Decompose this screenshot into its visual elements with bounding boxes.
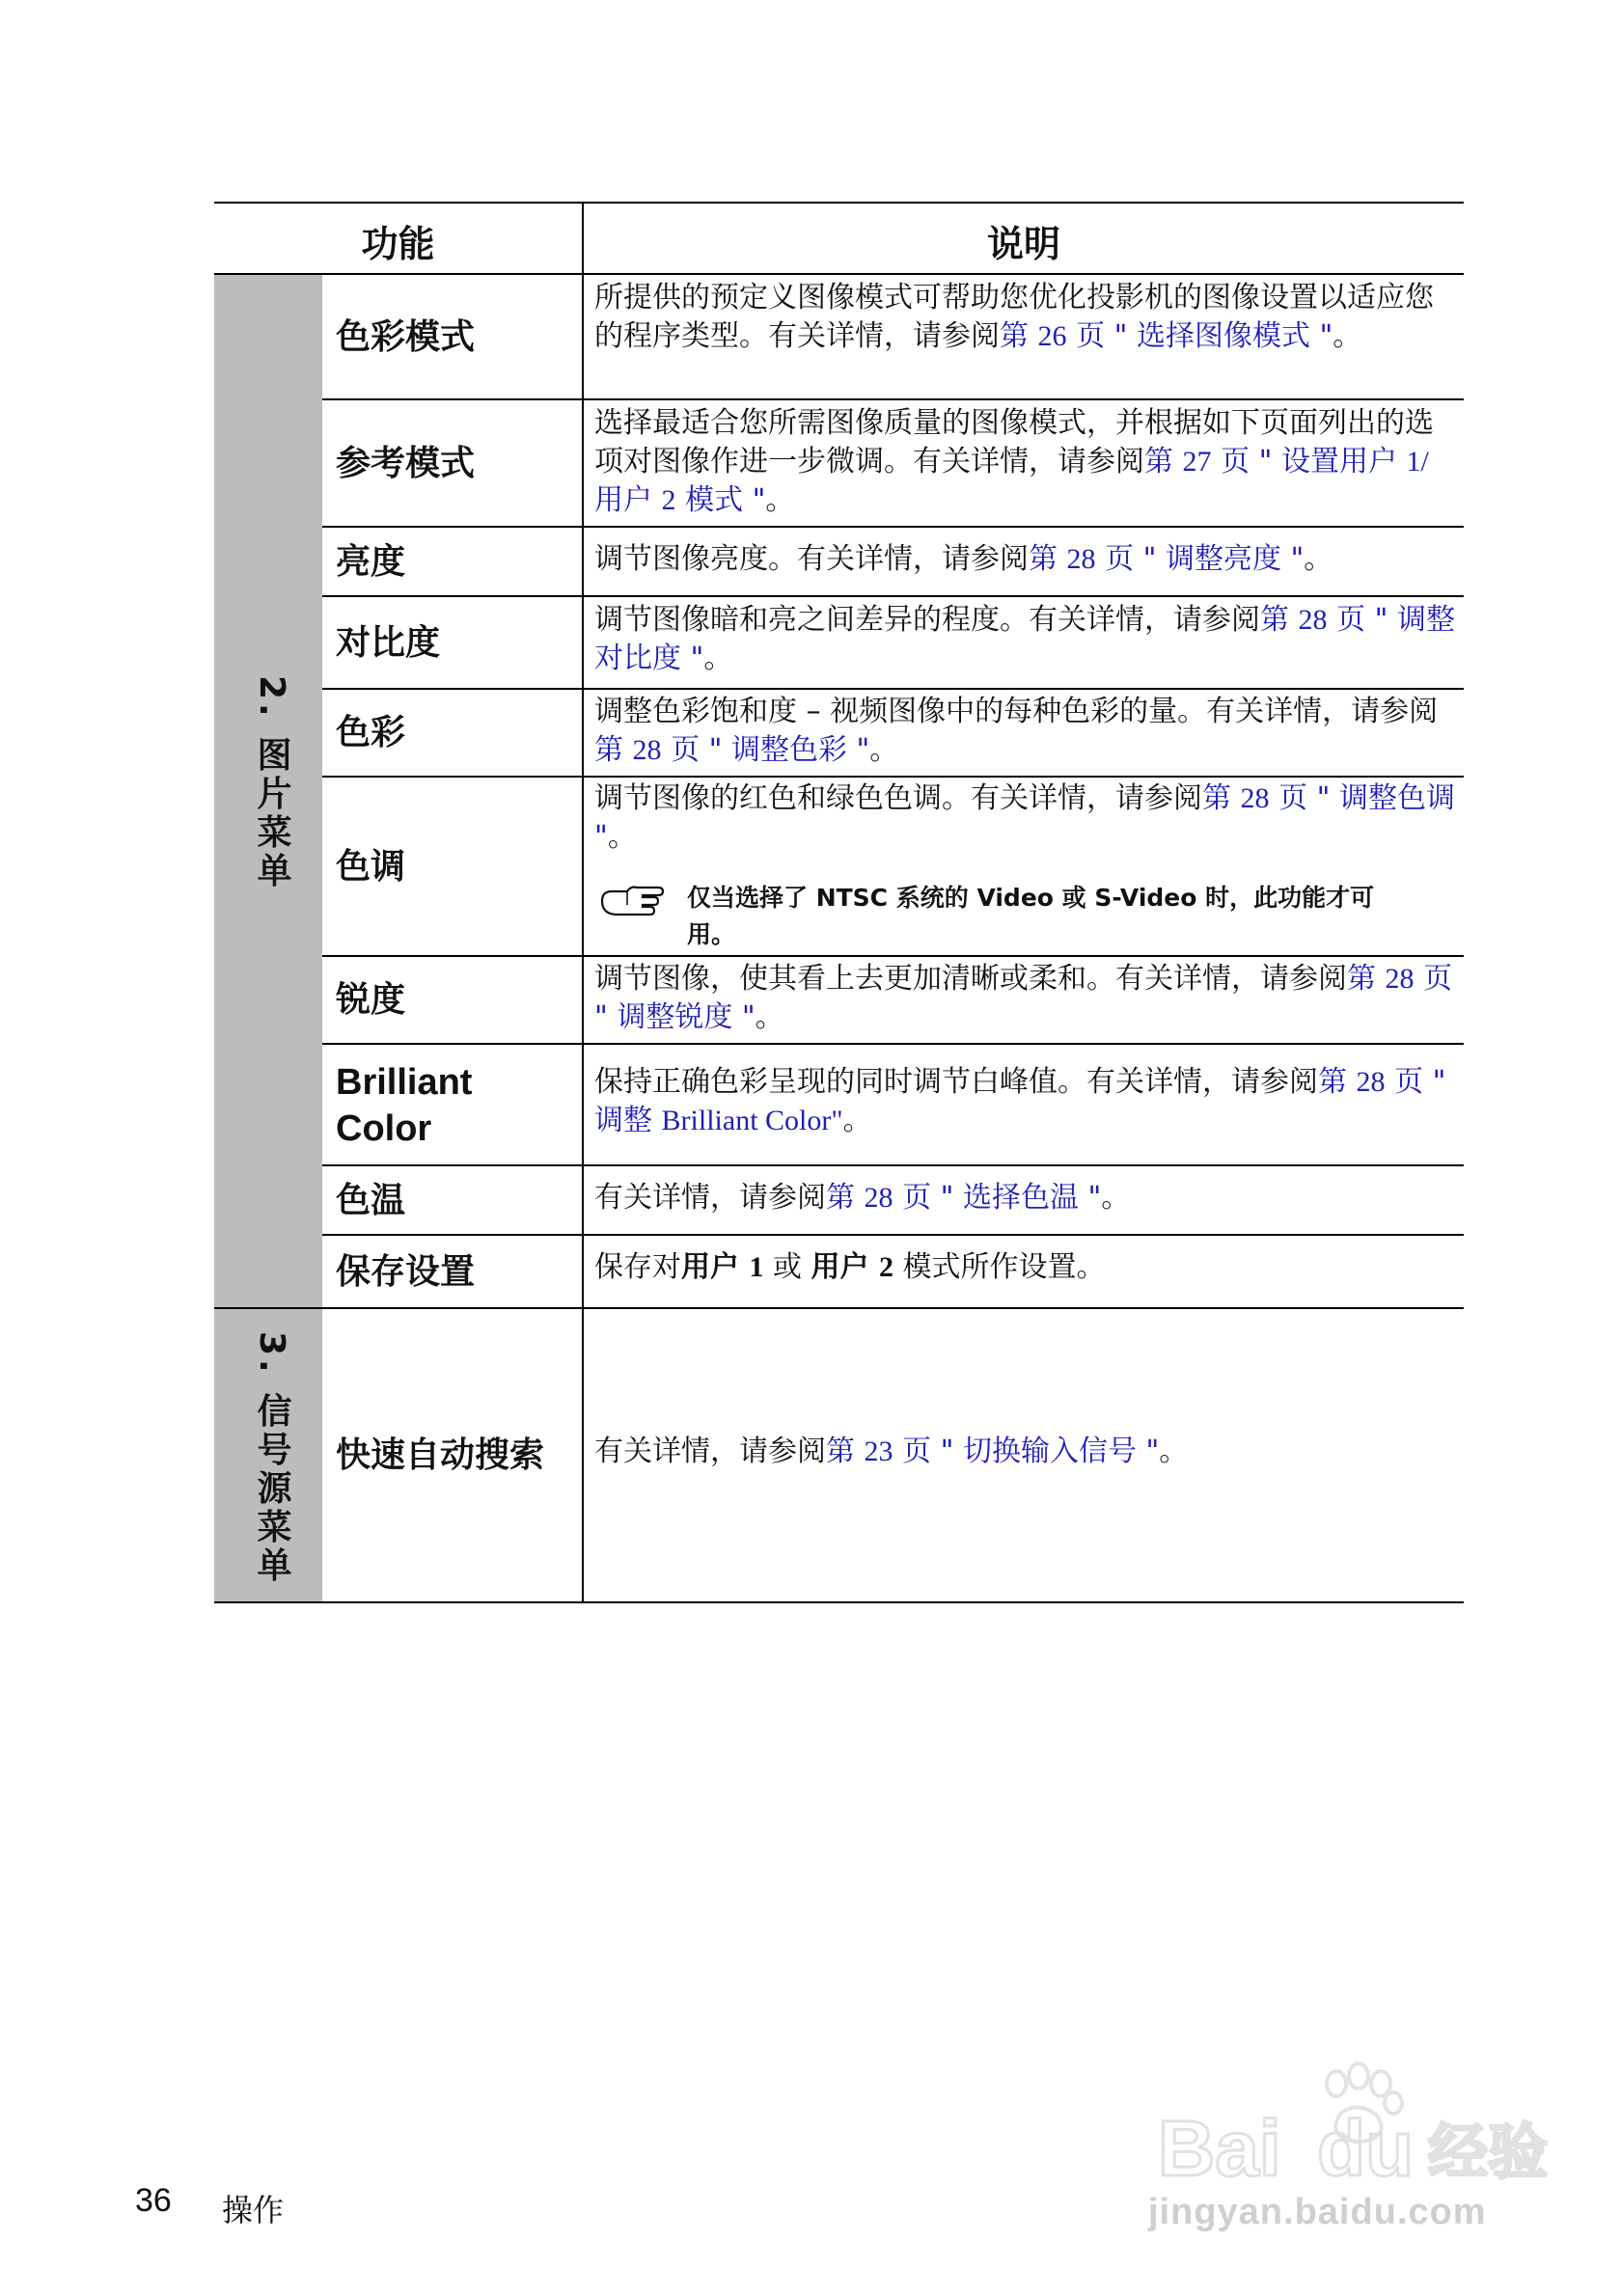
link-text: 页 " 调整锐度 " [594,962,1453,1034]
function-cell: Brilliant Color [336,1061,473,1149]
description-end: 。 [765,483,795,517]
description-text: 调节图像的红色和绿色色调。有关详情，请参阅 [594,781,1202,815]
link-text: 2 [661,484,676,516]
page-number: 36 [135,2182,172,2219]
link-page-number: 28 [1066,543,1096,575]
link-page-number: 28 [1385,963,1415,995]
description-end: 。 [1333,319,1362,353]
description-cell [594,540,1455,579]
description-cell [594,779,1455,857]
header-description: 说明 [986,223,1060,265]
description-end: 。 [703,642,733,675]
note-text: 仅当选择了 NTSC 系统的 Video 或 S-Video 时，此功能才可用。 [687,884,1375,948]
link-text: Brilliant Color" [661,1105,843,1136]
header-bottom-rule [214,273,1464,275]
description-end: 。 [1159,1435,1189,1468]
description-end: 。 [755,1000,784,1034]
svg-text:经验: 经验 [1428,2117,1549,2187]
function-cell: 参考模式 [336,443,476,483]
link-text: 页 " 调整对比度 " [594,603,1455,675]
section-divider [214,1307,1464,1309]
row-divider [322,1043,1464,1045]
link-text: 用户 [594,483,662,517]
description-cell [594,1179,1455,1217]
link-page-number: 28 [1356,1066,1386,1098]
link-text: 第 [1260,603,1299,637]
link-text: 第 [1144,445,1183,478]
link-text: 第 [1318,1065,1357,1099]
function-cell: 锐度 [336,980,406,1020]
link-text: 页 " 选择色温 " [893,1181,1102,1215]
link-text: 1/ [1406,446,1429,478]
function-cell: 色彩 [336,713,406,752]
description-cell [594,693,1455,770]
link-page-number: 28 [864,1182,893,1214]
description-text: 有关详情，请参阅 [594,1435,826,1468]
description-end: 。 [869,733,899,767]
row-divider [322,955,1464,957]
description-text: 调节图像亮度。有关详情，请参阅 [594,542,1029,576]
pointing-hand-icon [598,882,666,920]
table-top-rule [214,202,1464,204]
function-cell: 色调 [336,846,406,887]
row-divider [322,595,1464,597]
page-link[interactable] [1029,542,1304,576]
link-page-number: 23 [864,1435,893,1467]
header-function: 功能 [361,223,435,265]
description-text: 调节图像，使其看上去更加清晰或柔和。有关详情，请参阅 [594,962,1347,996]
description-end: 。 [607,820,637,854]
table-bottom-rule [214,1601,1464,1603]
description-text: 用户 [810,1250,879,1284]
link-page-number: 26 [1037,320,1067,352]
link-text: 页 " 切换输入信号 " [893,1435,1160,1468]
description-cell [594,279,1455,356]
description-cell [594,404,1455,520]
link-text: 页 " 调整色彩 " [661,733,870,767]
section-label-source: 3. 信号源菜单 [252,1331,291,1586]
row-divider [322,1234,1464,1236]
link-text: 第 [826,1435,865,1468]
description-cell [594,1248,1455,1287]
description-text: 调节图像暗和亮之间差异的程度。有关详情，请参阅 [594,603,1260,637]
link-text: 页 " 设置用户 [1211,445,1407,478]
description-cell [594,1433,1455,1471]
description-cell [594,601,1455,678]
page-link[interactable] [1000,319,1333,353]
row-divider [322,776,1464,778]
watermark-url: jingyan.baidu.com [1148,2192,1487,2232]
link-page-number: 27 [1182,446,1212,478]
row-divider [322,526,1464,528]
description-end: 。 [1304,542,1333,576]
link-text: 第 [1029,542,1067,576]
svg-text:du: du [1317,2105,1415,2193]
row-divider [322,398,1464,400]
page-link[interactable] [594,733,869,767]
svg-text:Bai: Bai [1158,2105,1281,2193]
link-text: 页 " 调整色调 " [594,781,1455,854]
function-cell: 保存设置 [336,1251,476,1292]
function-cell: 对比度 [336,622,441,663]
section-label-picture: 2. 图片菜单 [252,675,291,891]
page-link[interactable] [826,1435,1159,1468]
description-text: 或 [763,1250,811,1284]
link-text: 页 " 调整亮度 " [1095,542,1305,576]
description-text: 保持正确色彩呈现的同时调节白峰值。有关详情，请参阅 [594,1065,1318,1099]
page-link[interactable] [826,1181,1101,1215]
link-page-number: 28 [1240,782,1270,814]
description-cell [594,960,1455,1037]
row-divider [322,688,1464,690]
link-text: 页 " 调整 [594,1065,1446,1137]
description-text: 1 [749,1251,764,1283]
link-page-number: 28 [1298,604,1328,636]
description-text: 所提供的预定义图像模式可帮助您优化投影机的图像设置以适应您的程序类型。有关详情，请参阅 [594,281,1434,353]
description-text: 调整色彩饱和度 – 视频图像中的每种色彩的量。有关详情，请参阅 [594,695,1439,728]
description-end: 。 [1101,1181,1131,1215]
footer-section: 操作 [222,2192,285,2228]
function-cell: 色温 [336,1180,406,1220]
row-divider [322,1164,1464,1166]
link-text: 页 " 选择图像模式 " [1066,319,1333,353]
description-text: 用户 [681,1250,750,1284]
function-cell: 亮度 [336,541,406,582]
link-page-number: 28 [632,734,662,766]
link-text: 第 [826,1181,865,1215]
function-cell: 快速自动搜索 [336,1435,545,1475]
link-text: 第 [1000,319,1038,353]
description-text: 2 [878,1251,893,1283]
description-end: 。 [842,1104,872,1137]
link-text: 第 [1347,962,1386,996]
link-text: 第 [1202,781,1241,815]
description-text: 保存对 [594,1250,681,1284]
description-text: 模式所作设置。 [893,1250,1106,1284]
link-text: 第 [594,733,633,767]
link-text: 模式 " [675,483,766,517]
description-text: 选择最适合您所需图像质量的图像模式，并根据如下页面列出的选项对图像作进一步微调。有关详情，请参阅 [594,406,1434,478]
function-cell: 色彩模式 [336,316,476,357]
description-text: 有关详情，请参阅 [594,1181,826,1215]
description-cell [594,1063,1455,1140]
